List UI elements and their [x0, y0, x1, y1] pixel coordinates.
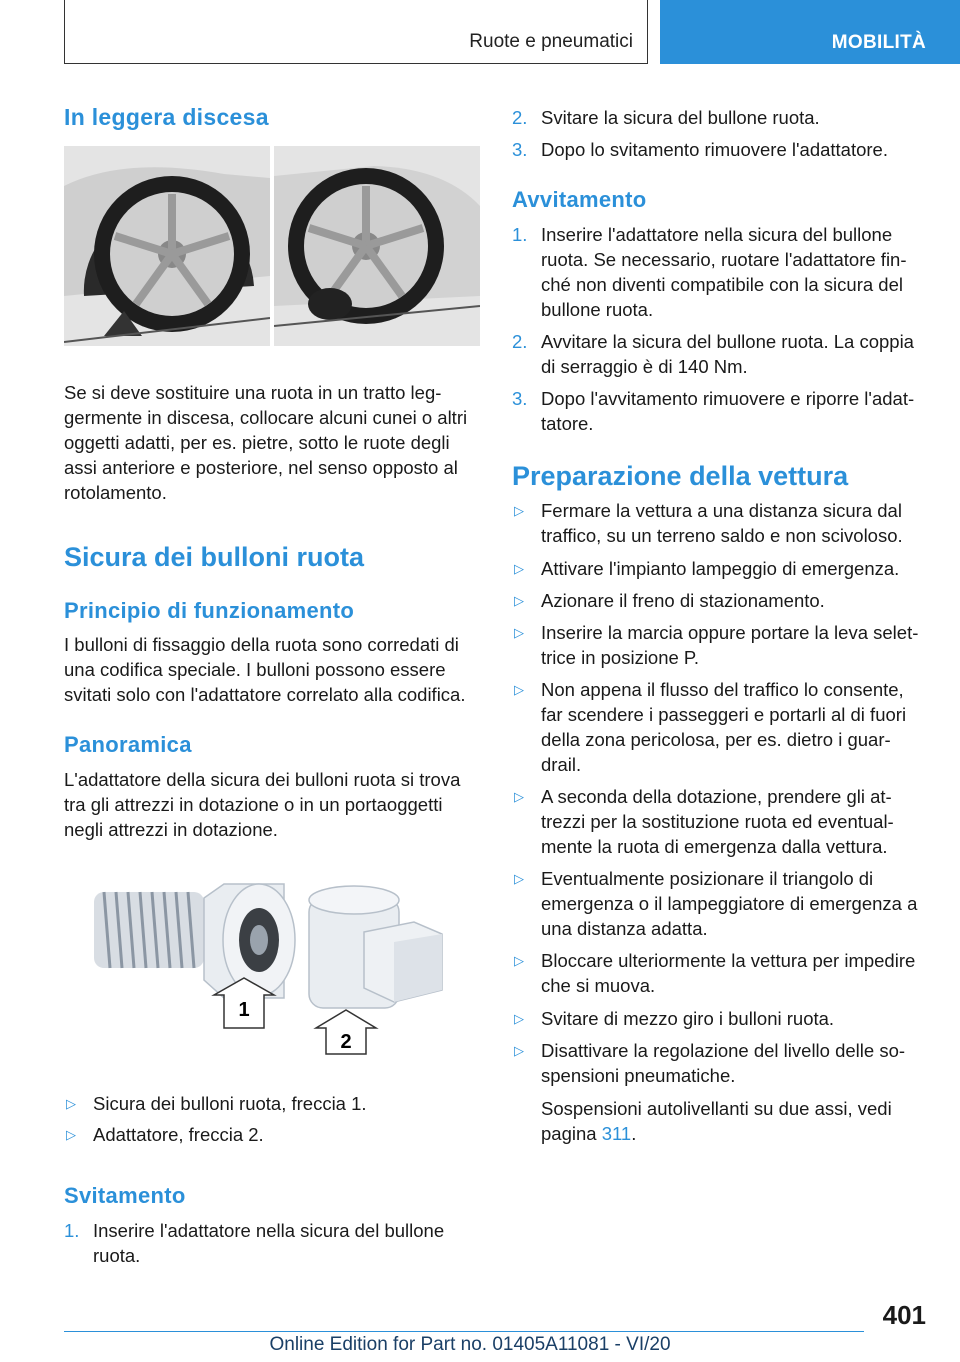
- triangle-right-icon: ▷: [514, 625, 524, 640]
- overview-paragraph: L'adattatore della sicura dei bulloni ruota si trova tra gli attrezzi in dotazione o in un portaoggetti negli attrezzi in dotazione.: [64, 769, 461, 840]
- wheel-photo-front: [64, 146, 270, 346]
- unscrew-heading: Svitamento: [64, 1183, 186, 1208]
- triangle-right-icon: ▷: [514, 1011, 524, 1026]
- page-link-311[interactable]: 311: [601, 1123, 632, 1144]
- triangle-right-icon: ▷: [514, 871, 524, 886]
- triangle-right-icon: ▷: [514, 1043, 524, 1058]
- header-tab-mobilita[interactable]: [660, 0, 960, 64]
- triangle-right-icon: ▷: [514, 503, 524, 518]
- triangle-right-icon: ▷: [514, 789, 524, 804]
- callout-2-label: 2: [340, 1031, 352, 1053]
- page-number: 401: [882, 1300, 926, 1330]
- triangle-right-icon: ▷: [514, 561, 524, 576]
- header-box: [64, 0, 648, 64]
- triangle-right-icon: ▷: [514, 953, 524, 968]
- principle-paragraph: I bulloni di fissaggio della ruota sono corredati di una codifica speciale. I bulloni possono essere svitati solo con l'adattatore correlato alla codifica.: [64, 634, 466, 705]
- prep-heading: Preparazione della vettura: [512, 461, 849, 491]
- adapter-icon: [309, 886, 442, 1008]
- triangle-right-icon: ▷: [66, 1127, 76, 1142]
- callout-1-label: 1: [238, 999, 250, 1021]
- overview-heading: Panoramica: [64, 732, 192, 757]
- triangle-right-icon: ▷: [514, 682, 524, 697]
- lock-bolt-icon: [94, 884, 295, 998]
- screw-heading: Avvitamento: [512, 187, 647, 212]
- slope-heading: In leggera discesa: [64, 104, 269, 130]
- lock-bolt-illustration: [64, 870, 480, 1060]
- footer-divider: [64, 1331, 864, 1332]
- wheel-photo-rear: [274, 146, 480, 346]
- principle-heading: Principio di funzionamento: [64, 598, 355, 623]
- locks-heading: Sicura dei bulloni ruota: [64, 542, 365, 572]
- header-tab-label: MOBILITÀ: [831, 32, 926, 53]
- prep-note: Sospensioni autolivellanti su due assi, vedi pagina 311.: [541, 1098, 892, 1144]
- triangle-right-icon: ▷: [66, 1096, 76, 1111]
- slope-paragraph: Se si deve sostituire una ruota in un tratto leg- germente in discesa, collocare alcuni cunei o altri oggetti adatti, per es. pietre, sotto le ruote degli assi anteriore e posteriore, nel senso opposto al rotolamento.: [64, 382, 468, 503]
- header-section-title: Ruote e pneumatici: [469, 31, 633, 52]
- footer-edition: Online Edition for Part no. 01405A11081 - VI/20: [269, 1334, 671, 1355]
- triangle-right-icon: ▷: [514, 593, 524, 608]
